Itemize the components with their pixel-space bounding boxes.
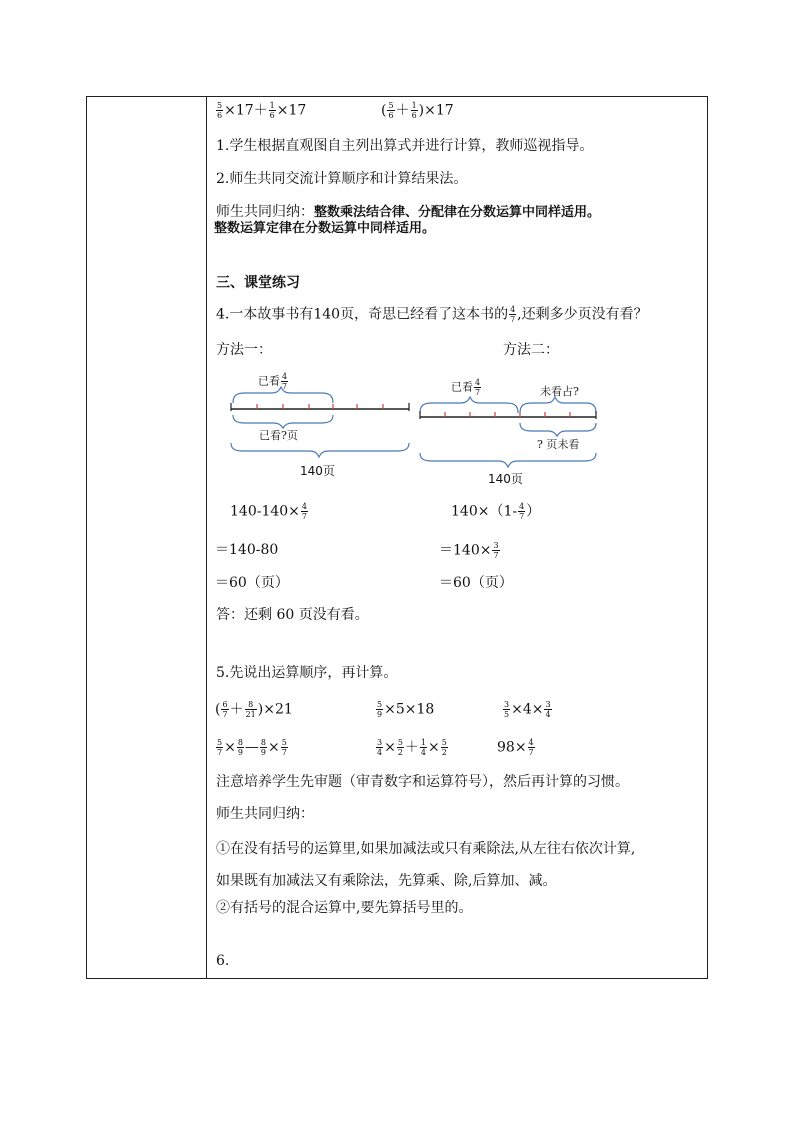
diagram2-bottom-brace (420, 453, 596, 467)
diagram1-top-brace (233, 387, 333, 403)
diagram1-bottom-label: 140页 (300, 464, 335, 478)
summary-line-2: 整数运算定律在分数运算中同样适用。 (214, 221, 436, 236)
diagram2-mid-brace (520, 423, 596, 436)
calc2-line2: ＝140× $\frac{3}{7}$ (439, 541, 499, 560)
diagram2-bottom-label: 140页 (488, 472, 523, 486)
calc1-line2: ＝140-80 (215, 542, 279, 558)
rule-2: ②有括号的混合运算中,要先算括号里的。 (216, 900, 473, 916)
calc1-line1: 140-140× $\frac{4}{7}$ (230, 502, 307, 521)
method-2-label: 方法二： (503, 342, 559, 358)
q5-expression-2: $\frac{5}{9}$ ×5×18 (377, 700, 435, 719)
calc1-line3: ＝60（页） (215, 575, 289, 591)
question-5-title: 5.先说出运算顺序，再计算。 (216, 665, 398, 681)
question-4: 4.一本故事书有140页，奇思已经看了这本书的 $\frac{4}{7}$ ,还剩多少页没有看？ (216, 305, 648, 324)
q5-expression-1: ( $\frac{6}{7}$ ＋ $\frac{8}{21}$ )×21 (215, 700, 293, 719)
diagram1-mid-label: 已看?页 (259, 429, 298, 442)
summary-heading: 师生共同归纳： (216, 806, 314, 822)
section-heading-practice: 三、课堂练习 (216, 275, 300, 291)
rule-1-continued: 如果既有加减法又有乘除法，先算乘、除,后算加、减。 (216, 873, 557, 889)
q5-expression-4: $\frac{5}{7}$ × $\frac{8}{9}$ — $\frac{8}{9}$ × $\frac{5}{7}$ (217, 738, 287, 757)
diagram2-left-label: 已看 $\frac{4}{7}$ (451, 378, 481, 397)
q5-expression-5: $\frac{3}{4}$ × $\frac{5}{2}$ ＋ $\frac{1}{4}$ × $\frac{5}{2}$ (377, 738, 447, 757)
diagram2-mid-label: ? 页未看 (537, 438, 580, 451)
teaching-note: 注意培养学生先审题（审青数字和运算符号），然后再计算的习惯。 (216, 774, 629, 790)
rule-1: ①在没有括号的运算里,如果加减法或只有乘除法,从左往右依次计算, (216, 841, 636, 857)
method-1-label: 方法一： (216, 342, 272, 358)
diagram2-left-brace (420, 397, 518, 413)
q5-expression-3: $\frac{3}{5}$ ×4× $\frac{3}{4}$ (504, 700, 551, 719)
instruction-1: 1.学生根据直观图自主列出算式并进行计算，教师巡视指导。 (216, 138, 594, 154)
instruction-2: 2.师生共同交流计算顺序和计算结果法。 (216, 171, 468, 187)
calc2-line1: 140×（1- $\frac{4}{7}$ ） (451, 502, 541, 521)
diagram1-bottom-brace (231, 443, 409, 457)
expression-b: ( $\frac{5}{6}$ ＋ $\frac{1}{6}$ )×17 (381, 101, 454, 120)
diagram2-right-brace (520, 397, 596, 413)
question-6: 6. (216, 953, 230, 969)
diagram1-top-label: 已看 $\frac{4}{7}$ (258, 372, 288, 391)
summary-line: 师生共同归纳：整数乘法结合律、分配律在分数运算中同样适用。 (216, 204, 601, 220)
answer-line: 答：还剩 60 页没有看。 (216, 607, 369, 623)
table-column-divider (206, 96, 207, 979)
calc2-line3: ＝60（页） (439, 575, 513, 591)
expression-a: $\frac{5}{6}$ ×17＋ $\frac{1}{6}$ ×17 (217, 101, 307, 120)
diagram2-right-label: 未看占? (540, 385, 579, 398)
q5-expression-6: 98× $\frac{4}{7}$ (497, 738, 534, 757)
